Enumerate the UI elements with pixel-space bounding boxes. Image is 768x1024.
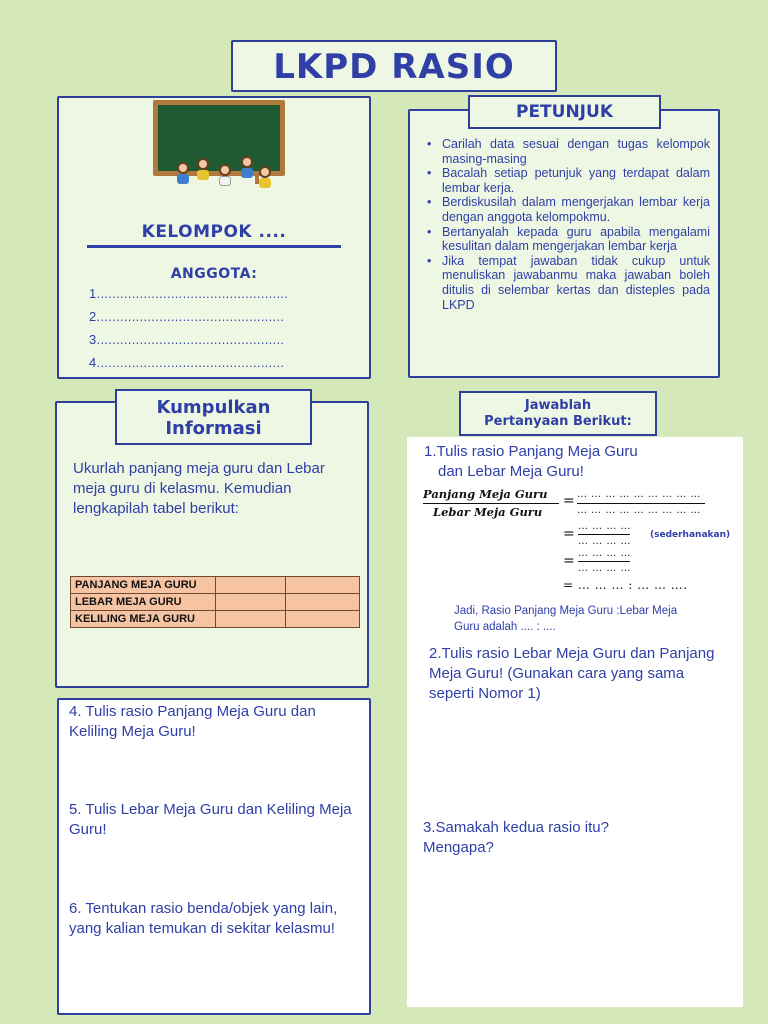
measurement-table (70, 576, 360, 628)
kumpulkan-title-line1: Kumpulkan (156, 397, 271, 418)
title-box (231, 40, 557, 92)
member-line-3: 3................................................ (89, 332, 285, 347)
question-4: 4. Tulis rasio Panjang Meja Guru dan Keliling Meja Guru! (69, 703, 316, 740)
petunjuk-list (424, 137, 710, 312)
final-ratio: = … … … : … … …. (563, 578, 688, 592)
jawablah-title-line2: Pertanyaan Berikut: (484, 414, 632, 429)
questions-panel (57, 698, 371, 1015)
student-icon (259, 166, 271, 178)
question-1-line1: 1.Tulis rasio Panjang Meja Guru (424, 443, 638, 460)
answer-dots: … … … … … … … … … (577, 505, 701, 516)
row-label: LEBAR MEJA GURU (71, 594, 216, 611)
row-label: KELILING MEJA GURU (71, 611, 216, 628)
table-cell[interactable] (216, 611, 286, 628)
petunjuk-item: • Bacalah setiap petunjuk yang terdapat dalam lembar kerja. (424, 166, 710, 195)
kumpulkan-instructions: Ukurlah panjang meja guru dan Lebar meja guru di kelasmu. Kemudian lengkapilah tabel berikut: (73, 460, 325, 517)
question-3: 3.Samakah kedua rasio itu? Mengapa? (423, 819, 609, 856)
jawablah-title-line1: Jawablah (524, 398, 592, 413)
answer-dots: … … … … (578, 548, 632, 559)
sederhanakan-note: (sederhanakan) (650, 530, 731, 540)
petunjuk-title: PETUNJUK (468, 95, 661, 129)
table-cell[interactable] (216, 594, 286, 611)
student-icon (219, 164, 231, 176)
page-title: LKPD RASIO (273, 47, 515, 87)
fraction-numerator-label: Panjang Meja Guru (423, 487, 548, 501)
member-line-1: 1................................................. (89, 286, 289, 301)
student-icon (197, 158, 209, 170)
member-line-2: 2................................................ (89, 309, 285, 324)
kumpulkan-title-line2: Informasi (165, 418, 262, 439)
petunjuk-item: • Bertanyalah kepada guru apabila mengalami kesulitan dalam mengerjakan lembar kerja (424, 225, 710, 254)
table-cell[interactable] (286, 577, 360, 594)
anggota-label: ANGGOTA: (170, 266, 258, 282)
table-row (71, 577, 360, 594)
divider (87, 245, 341, 248)
question-6: 6. Tentukan rasio benda/objek yang lain, yang kalian temukan di sekitar kelasmu! (69, 900, 338, 937)
table-cell[interactable] (216, 577, 286, 594)
fraction-denominator-label: Lebar Meja Guru (433, 505, 543, 519)
answer-dots: … … … … (578, 563, 632, 574)
answer-dots: … … … … (578, 521, 632, 532)
classroom-illustration (59, 98, 369, 198)
petunjuk-panel (408, 109, 720, 378)
member-line-4: 4................................................ (89, 355, 285, 370)
petunjuk-item: • Jika tempat jawaban tidak cukup untuk menuliskan jawabanmu maka jawaban boleh ditulis di selembar kertas dan disteples pada LKPD (424, 254, 710, 312)
table-row (71, 611, 360, 628)
question-5: 5. Tulis Lebar Meja Guru dan Keliling Meja Guru! (69, 801, 352, 838)
jawab-panel: 1.Tulis rasio Panjang Meja Guru dan Lebar Meja Guru! Panjang Meja Guru Lebar Meja Guru = … … … … … … … … … … … … … … … … … … = … … … … … … … … (sederhanakan) = … … … … … … … … = … … … : … … …. Jadi, Rasio Panjang Meja Guru :Lebar Meja Guru adalah .... : .... 2.Tulis rasio Lebar Meja Guru dan Panjang Meja Guru! (Gunakan cara yang sama seperti Nomor 1) 3.Samakah kedua rasio itu? Mengapa? (407, 437, 743, 1007)
question-2: 2.Tulis rasio Lebar Meja Guru dan Panjang Meja Guru! (Gunakan cara yang sama seperti Nomor 1) (429, 645, 715, 702)
fraction-line (423, 503, 559, 504)
jawablah-title (459, 391, 657, 436)
kelompok-panel (57, 96, 371, 379)
student-icon (241, 156, 253, 168)
petunjuk-item: • Carilah data sesuai dengan tugas kelompok masing-masing (424, 137, 710, 166)
petunjuk-item: • Berdiskusilah dalam mengerjakan lembar kerja dengan anggota kelompokmu. (424, 195, 710, 224)
table-row (71, 594, 360, 611)
student-icon (177, 162, 189, 174)
answer-dots: … … … … … … … … … (577, 489, 701, 500)
answer-dots: … … … … (578, 536, 632, 547)
chalkboard-icon (153, 100, 285, 176)
question-1-line2: dan Lebar Meja Guru! (438, 463, 584, 480)
table-cell[interactable] (286, 611, 360, 628)
conclusion-text: Jadi, Rasio Panjang Meja Guru :Lebar Meja Guru adalah .... : .... (454, 605, 678, 633)
table-cell[interactable] (286, 594, 360, 611)
row-label: PANJANG MEJA GURU (71, 577, 216, 594)
kumpulkan-title (115, 389, 312, 445)
kelompok-title: KELOMPOK .... (141, 222, 287, 242)
